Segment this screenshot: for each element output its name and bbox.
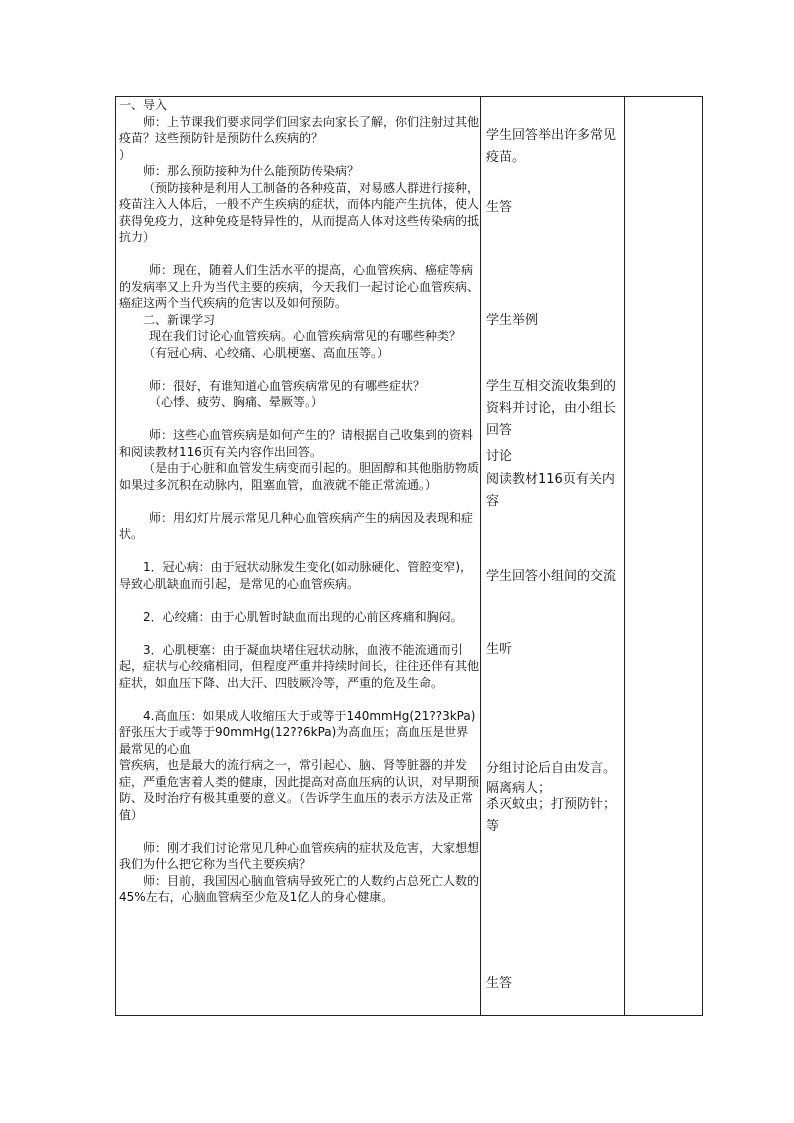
lesson-paragraph: 2．心绞痛：由于心肌暂时缺血而出现的心前区疼痛和胸闷。 xyxy=(143,609,463,624)
spacer xyxy=(119,691,479,708)
spacer xyxy=(119,592,479,609)
student-note: 隔离病人； xyxy=(486,781,552,796)
column-divider xyxy=(480,96,481,1016)
student-note: 生听 xyxy=(486,642,513,657)
teacher-activity-column xyxy=(119,97,479,906)
lesson-paragraph: 二、新课学习 xyxy=(143,312,216,327)
lesson-paragraph: 师：刚才我们讨论常见几种心血管疾病的症状及危害，大家想想我们为什么把它称为当代主要疾病？ xyxy=(119,840,480,871)
student-note: 学生回答小组间的交流 xyxy=(486,569,617,584)
spacer xyxy=(119,411,479,428)
lesson-paragraph: 师：用幻灯片展示常见几种心血管疾病产生的病因及表现和症状。 xyxy=(119,510,474,541)
spacer xyxy=(119,361,479,378)
student-note: 杀灭蚊虫；打预防针；等 xyxy=(486,797,617,834)
student-note: 学生互相交流收集到的资料并讨论，由小组长回答 xyxy=(486,379,617,438)
student-note: 分组讨论后自由发言。 xyxy=(486,761,617,776)
student-activity-column xyxy=(486,97,626,1007)
spacer xyxy=(119,246,479,263)
lesson-paragraph: ） xyxy=(119,147,132,162)
lesson-paragraph: 3．心肌梗塞：由于凝血块堵住冠状动脉，血液不能流通而引起，症状与心绞痛相同，但程度严重并持续时间长，往往还伴有其他症状，如血压下降、出大汗、四肢厥冷等，严重的危及生命。 xyxy=(119,642,480,690)
spacer xyxy=(119,823,479,840)
lesson-paragraph: 师：很好，有谁知道心血管疾病常见的有哪些症状？ xyxy=(149,378,426,393)
lesson-paragraph: 师：现在，随着人们生活水平的提高，心血管疾病、癌症等病的发病率又上升为当代主要的疾病，今天我们一起讨论心血管疾病、癌症这两个当代疾病的危害以及如何预防。 xyxy=(119,263,480,310)
lesson-paragraph: 现在我们讨论心血管疾病。心血管疾病常见的有哪些种类？ xyxy=(149,329,462,343)
lesson-paragraph: 师：上节课我们要求同学们回家去向家长了解，你们注射过其他疫苗？这些预防针是预防什么疾病的？ xyxy=(119,114,480,145)
lesson-paragraph: （心悸、疲劳、胸痛、晕厥等。） xyxy=(149,395,324,409)
lesson-paragraph: （是由于心脏和血管发生病变而引起的。胆固醇和其他脂肪物质如果过多沉积在动脉内，阻塞血管，血液就不能正常流通。） xyxy=(119,461,480,492)
spacer xyxy=(119,625,479,642)
student-note: 学生回答举出许多常见疫苗。 xyxy=(486,128,617,165)
lesson-paragraph: （有冠心病、心绞痛、心肌梗塞、高血压等。） xyxy=(143,345,390,360)
lesson-paragraph: （预防接种是利用人工制备的各种疫苗，对易感人群进行接种，疫苗注入人体后，一般不产生疾病的症状，而体内能产生抗体，使人获得免疫力，这种免疫是特异性的，从而提高人体对这些传染病的抵抗力） xyxy=(119,180,480,244)
student-note: 生答 xyxy=(486,200,513,215)
spacer xyxy=(119,543,479,560)
lesson-paragraph: 师：那么预防接种为什么能预防传染病？ xyxy=(143,164,360,178)
student-note: 生答 xyxy=(486,976,513,991)
lesson-paragraph: 师：目前，我国因心脑血管病导致死亡的人数约占总死亡人数的45%左右，心脑血管病至少危及1亿人的身心健康。 xyxy=(119,873,480,904)
student-note: 阅读教材116页有关内容 xyxy=(486,472,615,509)
lesson-paragraph: 一、导入 xyxy=(119,98,168,112)
lesson-paragraph: 管疾病，也是最大的流行病之一，常引起心、脑、肾等脏器的并发症，严重危害着人类的健康，因此提高对高血压病的认识，对早期预防、及时治疗有极其重要的意义。（告诉学生血压的表示方法及正常值） xyxy=(119,758,480,822)
lesson-paragraph: 4.高血压：如果成人收缩压大于或等于140mmHg(21??3kPa)舒张压大于或等于90mmHg(12??6kPa)为高血压；高血压是世界最常见的心血 xyxy=(119,708,476,756)
student-note: 学生举例 xyxy=(486,313,539,328)
spacer xyxy=(119,493,479,510)
lesson-paragraph: 师：这些心血管疾病是如何产生的？请根据自己收集到的资料和阅读教材116页有关内容作出回答。 xyxy=(119,428,474,459)
lesson-paragraph: 1．冠心病：由于冠状动脉发生变化(如动脉硬化、管腔变窄)，导致心肌缺血而引起，是常见的心血管疾病。 xyxy=(119,560,473,591)
student-note: 讨论 xyxy=(486,449,513,464)
